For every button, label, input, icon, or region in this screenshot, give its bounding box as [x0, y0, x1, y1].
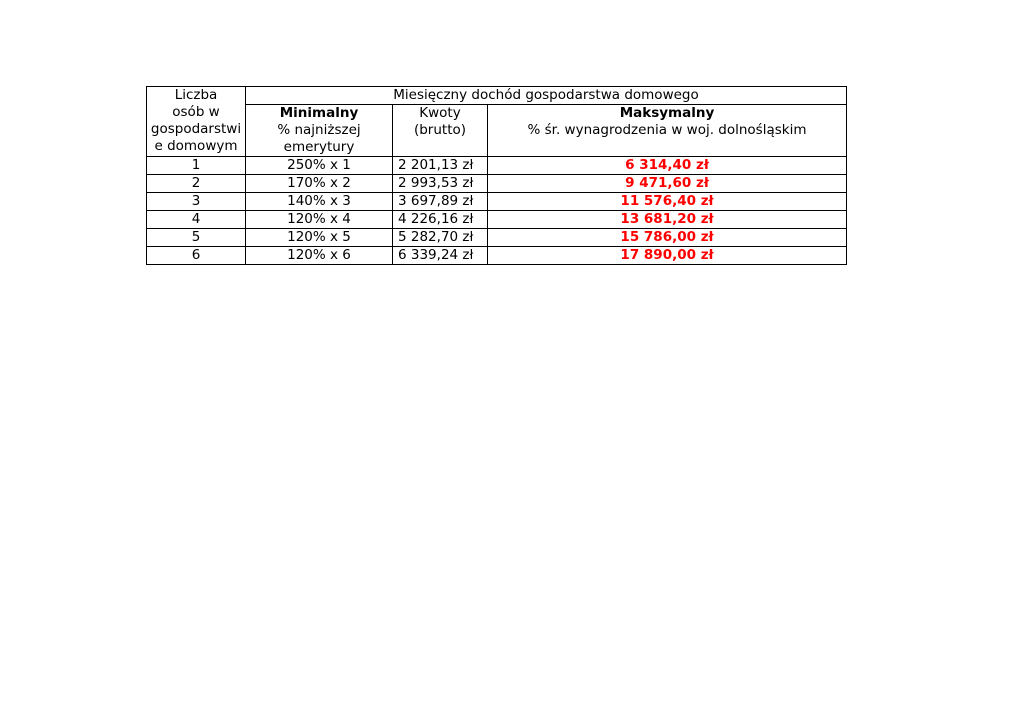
persons-cell: 1: [147, 157, 246, 175]
amounts-subtitle: (brutto): [413, 122, 467, 138]
persons-cell: 2: [147, 175, 246, 193]
persons-header-line-1: Liczba: [174, 87, 218, 103]
max-amount-cell: 17 890,00 zł: [488, 247, 847, 265]
percent-cell: 120% x 5: [246, 229, 393, 247]
table-row: [147, 211, 847, 229]
amount-cell: 2 993,53 zł: [393, 175, 488, 193]
table-row: [147, 193, 847, 211]
amount-cell: 2 201,13 zł: [393, 157, 488, 175]
percent-cell: 250% x 1: [246, 157, 393, 175]
persons-header-line-3: gospodarstwi: [150, 121, 242, 137]
percent-cell: 140% x 3: [246, 193, 393, 211]
amount-cell: 6 339,24 zł: [393, 247, 488, 265]
income-header: Miesięczny dochód gospodarstwa domowego: [246, 87, 847, 105]
persons-cell: 5: [147, 229, 246, 247]
minimum-subtitle-line-1: % najniższej: [277, 122, 361, 138]
table-row: [147, 229, 847, 247]
percent-cell: 120% x 4: [246, 211, 393, 229]
max-amount-cell: 9 471,60 zł: [488, 175, 847, 193]
max-amount-cell: 13 681,20 zł: [488, 211, 847, 229]
persons-header: [147, 87, 246, 157]
amounts-title: Kwoty: [419, 105, 461, 121]
max-amount-cell: 6 314,40 zł: [488, 157, 847, 175]
persons-header-line-2: osób w: [172, 104, 220, 120]
header-row-top: [147, 87, 847, 105]
persons-cell: 6: [147, 247, 246, 265]
minimum-subtitle-line-2: emerytury: [283, 139, 355, 155]
maximum-subtitle: % śr. wynagrodzenia w woj. dolnośląskim: [527, 122, 807, 138]
percent-cell: 170% x 2: [246, 175, 393, 193]
max-amount-cell: 15 786,00 zł: [488, 229, 847, 247]
minimum-header: [246, 105, 393, 157]
persons-cell: 4: [147, 211, 246, 229]
amounts-header: [393, 105, 488, 157]
max-amount-cell: 11 576,40 zł: [488, 193, 847, 211]
table-row: [147, 175, 847, 193]
table-row: [147, 157, 847, 175]
amount-cell: 5 282,70 zł: [393, 229, 488, 247]
maximum-title: Maksymalny: [619, 105, 715, 121]
header-row-sub: [147, 105, 847, 157]
minimum-title: Minimalny: [279, 105, 359, 121]
amount-cell: 3 697,89 zł: [393, 193, 488, 211]
persons-cell: 3: [147, 193, 246, 211]
maximum-header: [488, 105, 847, 157]
percent-cell: 120% x 6: [246, 247, 393, 265]
table-row: [147, 247, 847, 265]
amount-cell: 4 226,16 zł: [393, 211, 488, 229]
persons-header-line-4: e domowym: [154, 138, 238, 154]
household-income-table: [146, 86, 847, 265]
